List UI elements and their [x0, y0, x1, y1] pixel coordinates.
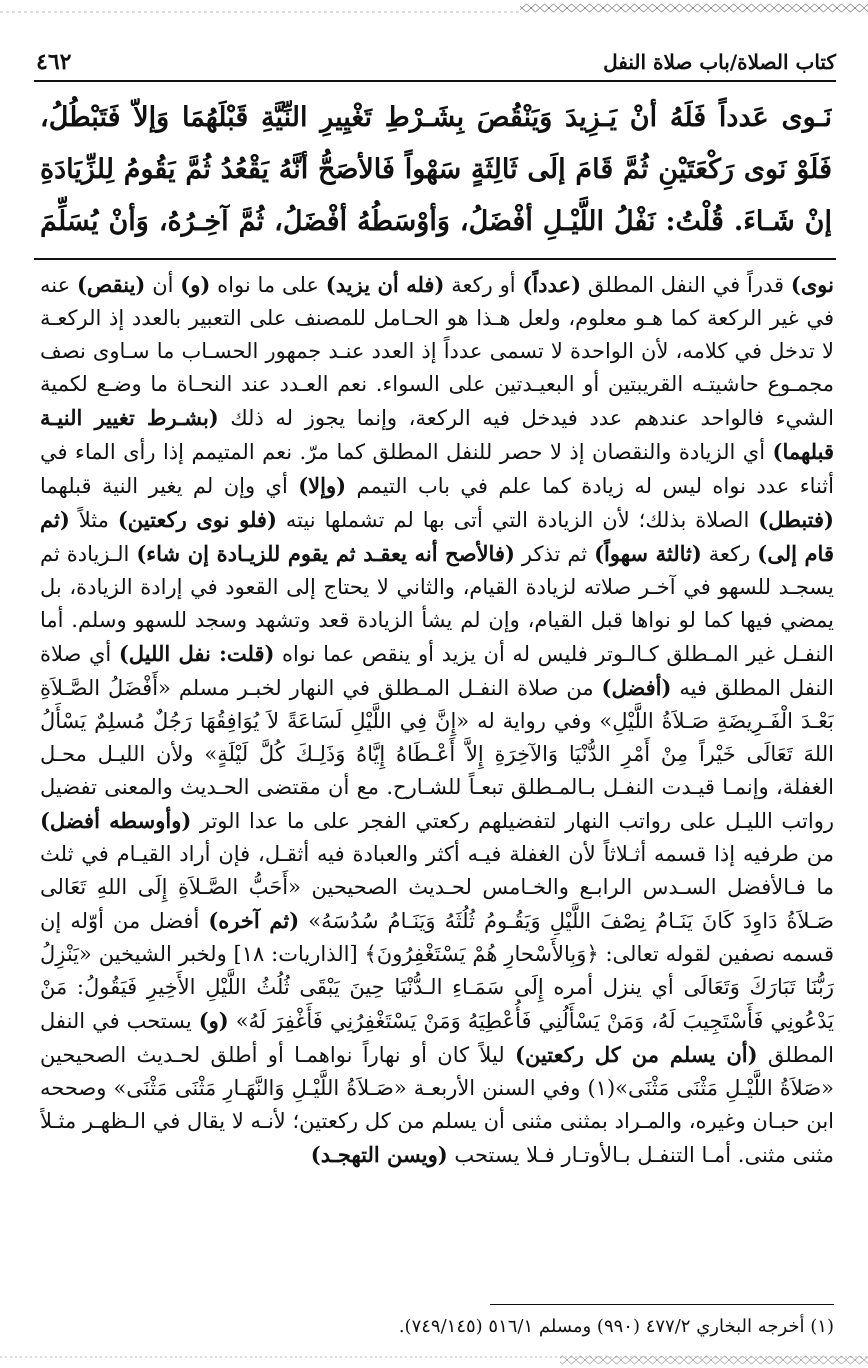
commentary-span: يستحب في النفل المطلق	[40, 1009, 834, 1067]
matn-text: نَـوى عَدداً فَلَهُ أنْ يَـزِيدَ وَيَنْقُصَ بِشَـرْطِ تَغْيِيرِ النِّيَّةِ قَبْلَهُمَا وَإلاّ فَتَبْطُلُ، فَلَوْ نَوى رَكْعَتَيْنِ ثُمَّ قَامَ إلَى ثَالِثَةٍ سَهْواً فَالأصَحُّ أنَّهُ يَقْعُدُ ثُمَّ يَقُومُ لِلزِّيَادَةِ إنْ شَـاءَ. قُلْتُ: نَفْلُ اللَّيْـلِ أفْضَلُ، وَأوْسَطُهُ أفْضَلُ، ثُمَّ آخِـرُهُ، وَأنْ يُسَلِّمَ	[40, 102, 832, 237]
matn-quote-span: (ويسن التهجـد)	[310, 1142, 448, 1167]
top-ornament-border	[0, 0, 868, 14]
footnote: (١) أخرجه البخاري ٤٧٧/٢ (٩٩٠) ومسلم ٥١٦/١ (٧٤٩/١٤٥).	[398, 1316, 834, 1337]
matn-quote-span: (و)	[180, 272, 211, 297]
commentary-span: الصلاة بذلك؛ لأن الزيادة التي أتى بها لم تشملها نيته	[276, 508, 759, 532]
section-divider	[34, 258, 836, 260]
footnote-rule	[490, 1304, 834, 1305]
bottom-ornament-border	[0, 1352, 868, 1366]
matn-quote-span: (ثم قام إلى)	[40, 507, 834, 566]
matn-quote-span: (فله أن يزيد)	[325, 272, 445, 297]
commentary-span: ثم تذكر	[514, 542, 595, 566]
commentary-span: عنه في غير الركعة كما هـو معلوم، ولعل هـذا هو الحـامل للمصنف على التعبير بالعدد إذ الركعـة لا تدخل في كلامه، لأن الواحدة لا تسمى عدداً إذ العدد عنـد جمهور الحسـاب ما سـاوى نصف مجمـوع حاشيتـه القريبتين أو البعيـدتين على السواء. نعم العـدد عند النحـاة ما وضـع لكمية الشيء فالواحد عندهم عدد فيدخل فيه الركعة، وإنما يجوز له ذلك	[40, 273, 834, 430]
commentary-span: الـزيادة ثم يسجـد للسهو في آخـر صلاته لزيادة القيام، والثاني لا يحتاج إلى القعود في إرادة الزيادة، بل يمضي فيها كما لو نواها قبل القيام، وإن لم يشأ الزيادة قعد وتشهد وسجد للسهو وسلم. أما النفـل غير المـطلق كـالـوتر فليس له أن يزيد أو ينقص عما نواه	[40, 542, 834, 666]
matn-quote-span: (فالأصح أنه يعقـد ثم يقوم للزيـادة إن شاء)	[136, 541, 515, 566]
matn-quote-span: (أفضل)	[601, 675, 672, 700]
matn-quote-span: (و)	[198, 1008, 229, 1033]
page-number: ٤٦٢	[36, 49, 72, 75]
commentary-span: أي صلاة النفل المطلق فيه	[40, 642, 834, 700]
matn-quote-span: (فلو نوى ركعتين)	[117, 507, 277, 532]
matn-quote-span: (بشـرط تغيير النيـة قبلهما)	[40, 405, 834, 464]
matn-quote-span: (وأوسطه أفضل)	[40, 808, 192, 833]
commentary-span: أفضل من أوّله إن قسمه نصفين لقوله تعالى: ﴿وَبِالأَسْحارِ هُمْ يَسْتَغْفِرُونَ﴾ [الذاريات: ١٨] ولخبر الشيخين «يَنْزِلُ رَبُّنَا تَبَارَكَ وَتَعَالَى أي ينزل أمره إِلَى سَمَـاءِ الـدُّنْيَا حِينَ يَبْقَى ثُلُثُ اللَّيْلِ الأَخِيرِ فَيَقُولُ: مَنْ يَدْعُونِي فَأَسْتَجِيبَ لَهُ، وَمَنْ يَسْأَلُنِي فَأُعْطِيَهُ وَمَنْ يَسْتَغْفِرُنِي فَأَغْفِرَ لَهُ»	[40, 909, 834, 1033]
commentary-span: أي وإن لم يغير النية قبلهما	[40, 474, 299, 498]
commentary-span: على ما نواه	[210, 273, 326, 297]
matn-quote-span: نوى)	[790, 272, 834, 297]
matn-quote-span: (أن يسلم من كل ركعتين)	[515, 1042, 758, 1067]
matn-quote-span: (ثالثة سهواً)	[594, 541, 702, 566]
matn-quote-span: (ثم آخره)	[208, 908, 300, 933]
commentary-span: من طرفيه إذا قسمه أثـلاثاً لأن الغفلة فيـه أكثر والعبادة فيه أثقـل، فإن أراد القيـام في ثلث ما فـالأفضل السـدس الرابـع والخـامس لحـديث الصحيحين «أَحَبُّ الصَّـلاَةِ إِلَى اللهِ تَعَالى صَـلاَةُ دَاوِدَ كَانَ يَنَـامُ نِصْفَ اللَّيْلِ وَيَقُـومُ ثُلُثَهُ وَيَنَـامُ سُدُسَهُ»	[40, 842, 834, 933]
header-rule	[34, 80, 836, 82]
commentary-body	[40, 268, 834, 1304]
matn-quote-span: (ينقص)	[76, 272, 146, 297]
commentary-span: من صلاة النفـل المـطلق في النهار لخبـر مسلم «أَفْضَلُ الصَّـلاَةِ بَعْـدَ الْفَـرِيضَةِ صَـلاَةُ اللَّيْلِ» وفي رواية له «إِنَّ فِي اللَّيْلِ لَسَاعَةً لاَ يُوَافِقُهَا رَجُلٌ مُسلِمٌ يَسْأَلُ اللهَ تَعَالَى خَيْراً مِنْ أَمْرِ الدُّنْيَا وَالآخِرَةِ إِلاَّ أَعْـطَاهُ إِيَّاهُ وَذَلِـكَ كُلَّ لَيْلَةٍ» ولأن الليـل محـل الغفلة، وإنمـا قيـدت النفـل بـالمـطلق تبعـاً للشـارح. مع أن مقتضى الحـديث والمعنى تفضيل رواتب الليـل على رواتب النهار لتفضيلهم ركعتي الفجر على ما عدا الوتر	[40, 676, 834, 833]
commentary-span: ركعة	[701, 542, 758, 566]
matn-quote-span: (قلت: نفل الليل)	[118, 641, 275, 666]
commentary-span: أي الزيادة والنقصان إذ لا حصر للنفل المطلق كما مرّ. نعم المتيمم إذا رأى الماء في أثناء عدد نواه ليس له زيادة كما علم في باب التيمم	[40, 440, 834, 498]
commentary-span: أن	[145, 273, 181, 297]
running-title: كتاب الصلاة/باب صلاة النفل	[603, 50, 836, 74]
matn-quote-span: (عدداً)	[522, 272, 582, 297]
matn-quote-span: (فتبطل)	[758, 507, 834, 532]
commentary-paragraph	[40, 268, 834, 1172]
commentary-span: مثلاً	[69, 508, 118, 532]
page-header	[36, 44, 836, 80]
commentary-span: ليلاً كان أو نهاراً نواهمـا أو أطلق لحـديث الصحيحين «صَلاَةُ اللَّيْـلِ مَثْنَى مَثْنَى»(١) وفي السنن الأربعـة «صَـلاَةُ اللَّيْـلِ وَالنَّهَـارِ مَثْنَى مَثْنَى» وصححه ابن حبـان وغيره، والمـراد بمثنى مثنى أن يسلم من كل ركعتين؛ لأنـه لا يقال في الـظهـر مثـلاً مثنى مثنى. أمـا التنفـل بـالأوتـار فـلا يستحب	[40, 1043, 834, 1167]
commentary-span: أو ركعة	[444, 273, 523, 297]
matn-quote-span: (وإلا)	[298, 473, 347, 498]
commentary-span: قدراً في النفل المطلق	[581, 273, 791, 297]
